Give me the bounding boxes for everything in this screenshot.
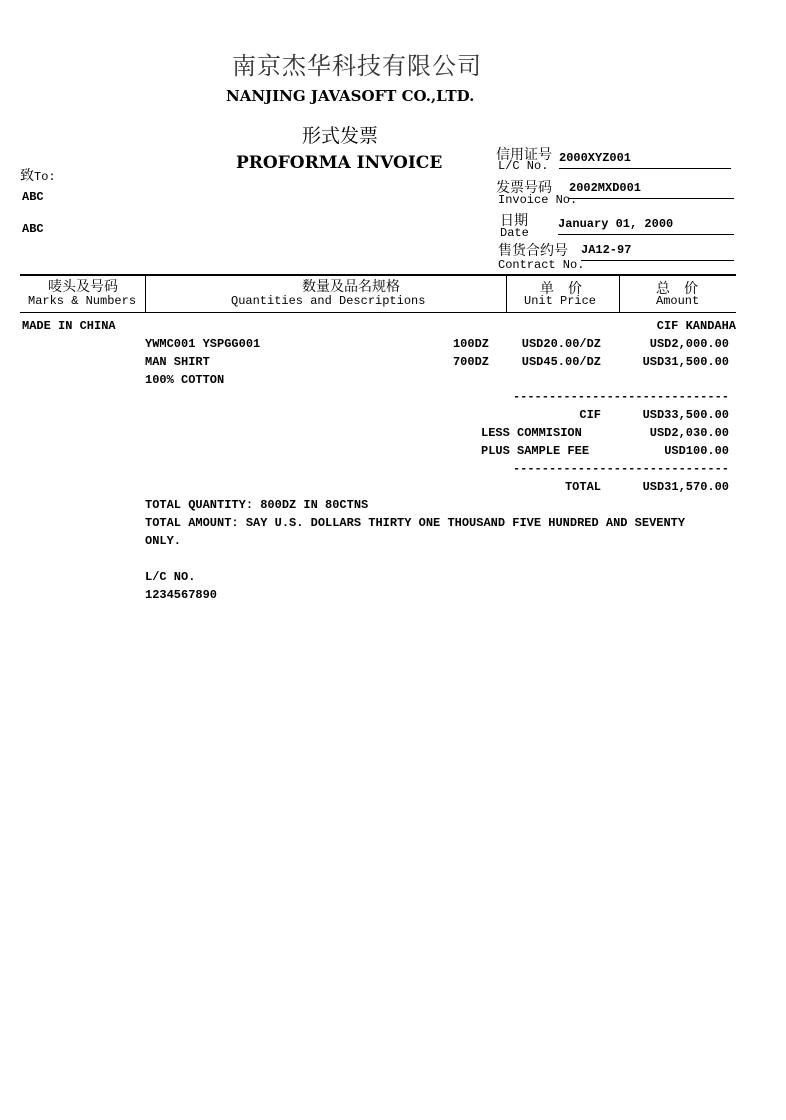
item-qty: 700DZ — [452, 355, 489, 369]
lc-underline — [559, 168, 731, 169]
table-header-rule — [20, 312, 736, 313]
item-desc: MAN SHIRT — [145, 355, 210, 369]
contract-label-cn: 售货合约号 — [498, 243, 568, 259]
header-marks-cn: 唛头及号码 — [48, 279, 118, 295]
invoice-label-cn: 发票号码 — [496, 180, 552, 196]
total-quantity: TOTAL QUANTITY: 800DZ IN 80CTNS — [145, 498, 369, 512]
shipping-marks: MADE IN CHINA — [22, 319, 116, 333]
item-qty: 100DZ — [452, 337, 489, 351]
table-divider-1 — [145, 276, 146, 312]
header-unit-cn: 单 价 — [540, 281, 582, 297]
trade-terms: CIF KANDAHA — [656, 319, 736, 333]
header-marks-en: Marks & Numbers — [28, 294, 137, 308]
header-desc-en: Quantities and Descriptions — [231, 294, 426, 308]
material: 100% COTTON — [145, 373, 225, 387]
header-unit-en: Unit Price — [524, 294, 597, 308]
doc-title-en: PROFORMA INVOICE — [236, 153, 443, 173]
contract-value: JA12-97 — [581, 243, 632, 257]
total-amount-words: TOTAL AMOUNT: SAY U.S. DOLLARS THIRTY ONE THOUSAND FIVE HUNDRED AND SEVENTY — [145, 516, 686, 530]
date-underline — [558, 234, 734, 235]
company-name-en: NANJING JAVASOFT CO.,LTD. — [226, 87, 475, 105]
lc-no-value: 1234567890 — [145, 588, 218, 602]
date-label-cn: 日期 — [500, 213, 528, 229]
header-desc-cn: 数量及品名规格 — [302, 279, 400, 295]
summary-label: PLUS SAMPLE FEE — [481, 444, 590, 458]
summary-label: LESS COMMISION — [481, 426, 582, 440]
summary-amount: USD33,500.00 — [642, 408, 729, 422]
item-unit-price: USD45.00/DZ — [521, 355, 601, 369]
summary-amount: USD100.00 — [664, 444, 729, 458]
item-desc: YWMC001 YSPGG001 — [145, 337, 261, 351]
to-label-en: To: — [34, 170, 56, 184]
company-name-cn: 南京杰华科技有限公司 — [232, 52, 482, 80]
lc-value: 2000XYZ001 — [559, 151, 632, 165]
to-line-2: ABC — [22, 222, 44, 236]
total-label: TOTAL — [564, 480, 601, 494]
invoice-label-en: Invoice No. — [498, 193, 578, 207]
dash-separator-1: ------------------------------ — [512, 390, 729, 404]
invoice-value: 2002MXD001 — [569, 181, 642, 195]
header-amount-en: Amount — [656, 294, 700, 308]
table-divider-2 — [506, 276, 507, 312]
item-amount: USD2,000.00 — [649, 337, 729, 351]
total-amount: USD31,570.00 — [642, 480, 729, 494]
date-value: January 01, 2000 — [558, 217, 674, 231]
doc-title-cn: 形式发票 — [302, 125, 379, 147]
dash-separator-2: ------------------------------ — [512, 462, 729, 476]
summary-label: CIF — [579, 408, 601, 422]
summary-amount: USD2,030.00 — [649, 426, 729, 440]
contract-underline — [581, 260, 734, 261]
lc-label-cn: 信用证号 — [496, 147, 552, 163]
contract-label-en: Contract No. — [498, 258, 585, 272]
lc-no-label: L/C NO. — [145, 570, 196, 584]
lc-label-en: L/C No. — [498, 159, 549, 173]
date-label-en: Date — [500, 226, 529, 240]
to-label-cn: 致 — [20, 168, 34, 184]
total-amount-words-cont: ONLY. — [145, 534, 182, 548]
header-amount-cn: 总 价 — [656, 281, 698, 297]
item-amount: USD31,500.00 — [642, 355, 729, 369]
to-line-1: ABC — [22, 190, 44, 204]
item-unit-price: USD20.00/DZ — [521, 337, 601, 351]
to-label — [20, 165, 56, 185]
table-divider-3 — [619, 276, 620, 312]
invoice-underline — [569, 198, 734, 199]
